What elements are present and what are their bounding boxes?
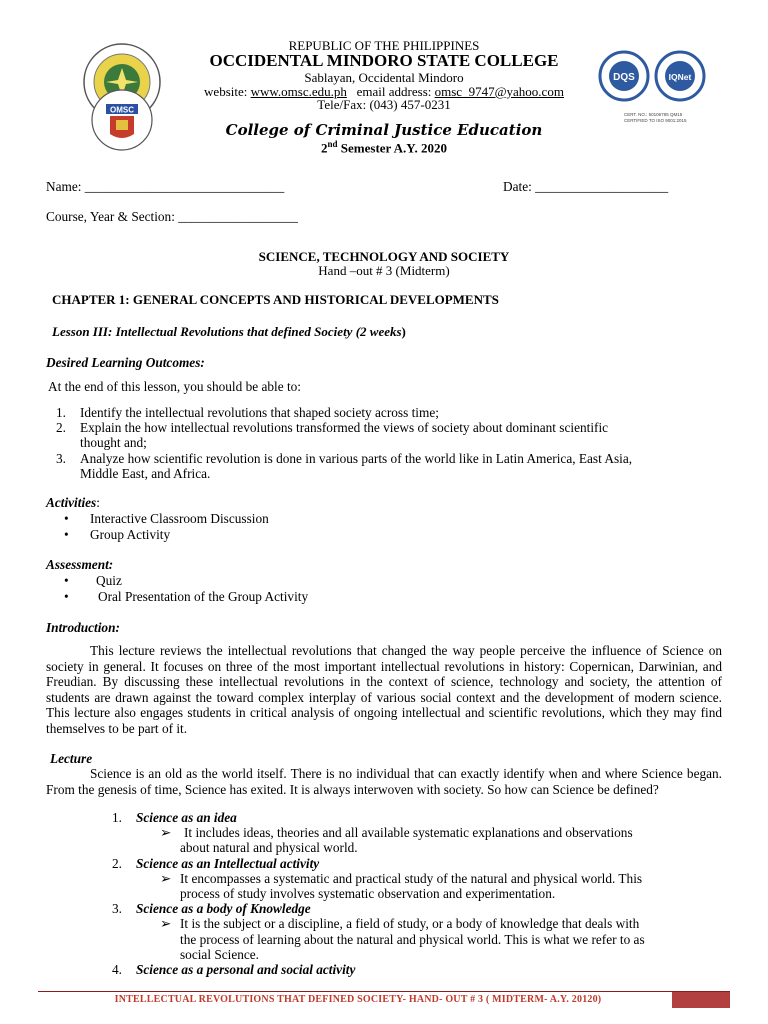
chapter-title: CHAPTER 1: GENERAL CONCEPTS AND HISTORICAL DEVELOPMENTS bbox=[52, 292, 499, 307]
definition-text: It encompasses a systematic and practical study of the natural and physical world. This bbox=[180, 871, 643, 886]
definition-title: Science as a body of Knowledge bbox=[136, 901, 311, 916]
outcome-item: Analyze how scientific revolution is done in various parts of the world like in Latin America, East Asia, bbox=[80, 451, 633, 466]
iqnet-badge-text: IQNet bbox=[668, 72, 692, 82]
footer-text: INTELLECTUAL REVOLUTIONS THAT DEFINED SOCIETY- HAND- OUT # 3 ( MIDTERM- A.Y. 20120) bbox=[114, 994, 602, 1005]
page-footer bbox=[38, 992, 730, 1010]
activities-heading bbox=[46, 495, 100, 511]
semester-suffix: nd bbox=[327, 139, 338, 149]
outcome-number: 1. bbox=[56, 405, 66, 420]
definition-number: 1. bbox=[112, 810, 122, 825]
lecture-paragraph: Science is an old as the world itself. There is no individual that can exactly identify when and where Science began. From the genesis of time, Science has exited. It is always interwoven with society. So how can Science be defined? bbox=[46, 766, 722, 797]
subject-title: SCIENCE, TECHNOLOGY AND SOCIETY bbox=[258, 249, 510, 264]
definition-text-cont: social Science. bbox=[180, 947, 260, 962]
certification-badges bbox=[592, 48, 712, 132]
definition-text-cont: about natural and physical world. bbox=[180, 840, 358, 855]
cert-number: CERT. NO.: 50106785 QM15 bbox=[624, 112, 683, 117]
lesson-title bbox=[52, 324, 406, 340]
logo-omsc-text: OMSC bbox=[110, 105, 134, 115]
outcome-item: Explain the how intellectual revolutions transformed the views of society about dominant scientific bbox=[80, 420, 609, 435]
assessment-item: Oral Presentation of the Group Activity bbox=[98, 589, 309, 604]
college-address: Sablayan, Occidental Mindoro bbox=[304, 70, 464, 85]
lecture-heading: Lecture bbox=[50, 751, 93, 766]
outcome-item-cont: Middle East, and Africa. bbox=[80, 466, 211, 481]
footer-page-box bbox=[672, 992, 730, 1008]
course-field[interactable]: Course, Year & Section: __________________ bbox=[46, 209, 298, 224]
arrow-bullet-icon: ➢ bbox=[160, 916, 172, 931]
introduction-paragraph: This lecture reviews the intellectual revolutions that changed the way people perceive the influence of Science on society in general. It focuses on three of the most important intellectual revolutions in history: Copernican, Darwinian, and Freudian. By discussing these intellectual revolutions in the context of science, technology and society, the attention of students are drawn against the toward complex interplay of various social context and the development of modern science. This lecture also engages students in critical analysis of ongoing intellectual and scientific revolutions, which they may find themselves to be part of it. bbox=[46, 643, 722, 736]
website-link[interactable]: www.omsc.edu.ph bbox=[250, 84, 347, 99]
outcome-number: 2. bbox=[56, 420, 66, 435]
college-name: OCCIDENTAL MINDORO STATE COLLEGE bbox=[209, 51, 559, 70]
definition-text: It includes ideas, theories and all available systematic explanations and observations bbox=[184, 825, 633, 840]
semester-line bbox=[0, 139, 768, 156]
outcomes-heading: Desired Learning Outcomes: bbox=[46, 355, 205, 370]
lesson-title-paren: ) bbox=[401, 324, 406, 339]
department-name: College of Criminal Justice Education bbox=[225, 121, 543, 139]
outcome-item: Identify the intellectual revolutions that shaped society across time; bbox=[80, 405, 439, 420]
bullet-icon: • bbox=[64, 511, 69, 526]
bullet-icon: • bbox=[64, 589, 69, 604]
introduction-heading: Introduction: bbox=[46, 620, 120, 635]
semester-number: 2 bbox=[321, 140, 328, 156]
telfax-line: Tele/Fax: (043) 457-0231 bbox=[317, 97, 451, 112]
republic-line: REPUBLIC OF THE PHILIPPINES bbox=[288, 38, 480, 53]
outcome-item-cont: thought and; bbox=[80, 435, 147, 450]
dqs-badge-text: DQS bbox=[613, 72, 635, 83]
definition-text: It is the subject or a discipline, a field of study, or a body of knowledge that deals with bbox=[180, 916, 640, 931]
semester-text: Semester A.Y. 2020 bbox=[337, 140, 447, 156]
name-field[interactable]: Name: ______________________________ bbox=[46, 179, 285, 194]
bullet-icon: • bbox=[64, 573, 69, 588]
certification-icon bbox=[592, 48, 712, 118]
definition-number: 2. bbox=[112, 856, 122, 871]
date-field[interactable]: Date: ____________________ bbox=[503, 179, 669, 194]
definition-title: Science as an Intellectual activity bbox=[136, 856, 320, 871]
handout-title: Hand –out # 3 (Midterm) bbox=[318, 263, 450, 278]
definition-number: 4. bbox=[112, 962, 122, 977]
definition-text-cont: process of study involves systematic observation and experimentation. bbox=[180, 886, 556, 901]
definition-title: Science as a personal and social activity bbox=[136, 962, 356, 977]
assessment-item: Quiz bbox=[96, 573, 122, 588]
definition-title: Science as an idea bbox=[136, 810, 237, 825]
activities-colon: : bbox=[96, 495, 100, 510]
definition-number: 3. bbox=[112, 901, 122, 916]
outcome-number: 3. bbox=[56, 451, 66, 466]
arrow-bullet-icon: ➢ bbox=[160, 871, 172, 886]
email-label: email address: bbox=[356, 84, 435, 99]
email-link[interactable]: omsc_9747@yahoo.com bbox=[434, 84, 564, 99]
activities-heading-text: Activities bbox=[46, 495, 97, 510]
cert-iso: CERTIFIED TO ISO 9001:2015 bbox=[624, 118, 687, 123]
outcomes-intro: At the end of this lesson, you should be able to: bbox=[48, 379, 301, 394]
lesson-title-text: Lesson III: Intellectual Revolutions that defined Society (2 weeks bbox=[52, 324, 402, 339]
activity-item: Group Activity bbox=[90, 527, 171, 542]
assessment-heading: Assessment: bbox=[46, 557, 114, 572]
definition-text-cont: the process of learning about the natural and physical world. This is what we refer to as bbox=[180, 932, 645, 947]
activity-item: Interactive Classroom Discussion bbox=[90, 511, 269, 526]
bullet-icon: • bbox=[64, 527, 69, 542]
website-label: website: bbox=[204, 84, 251, 99]
arrow-bullet-icon: ➢ bbox=[160, 825, 172, 840]
